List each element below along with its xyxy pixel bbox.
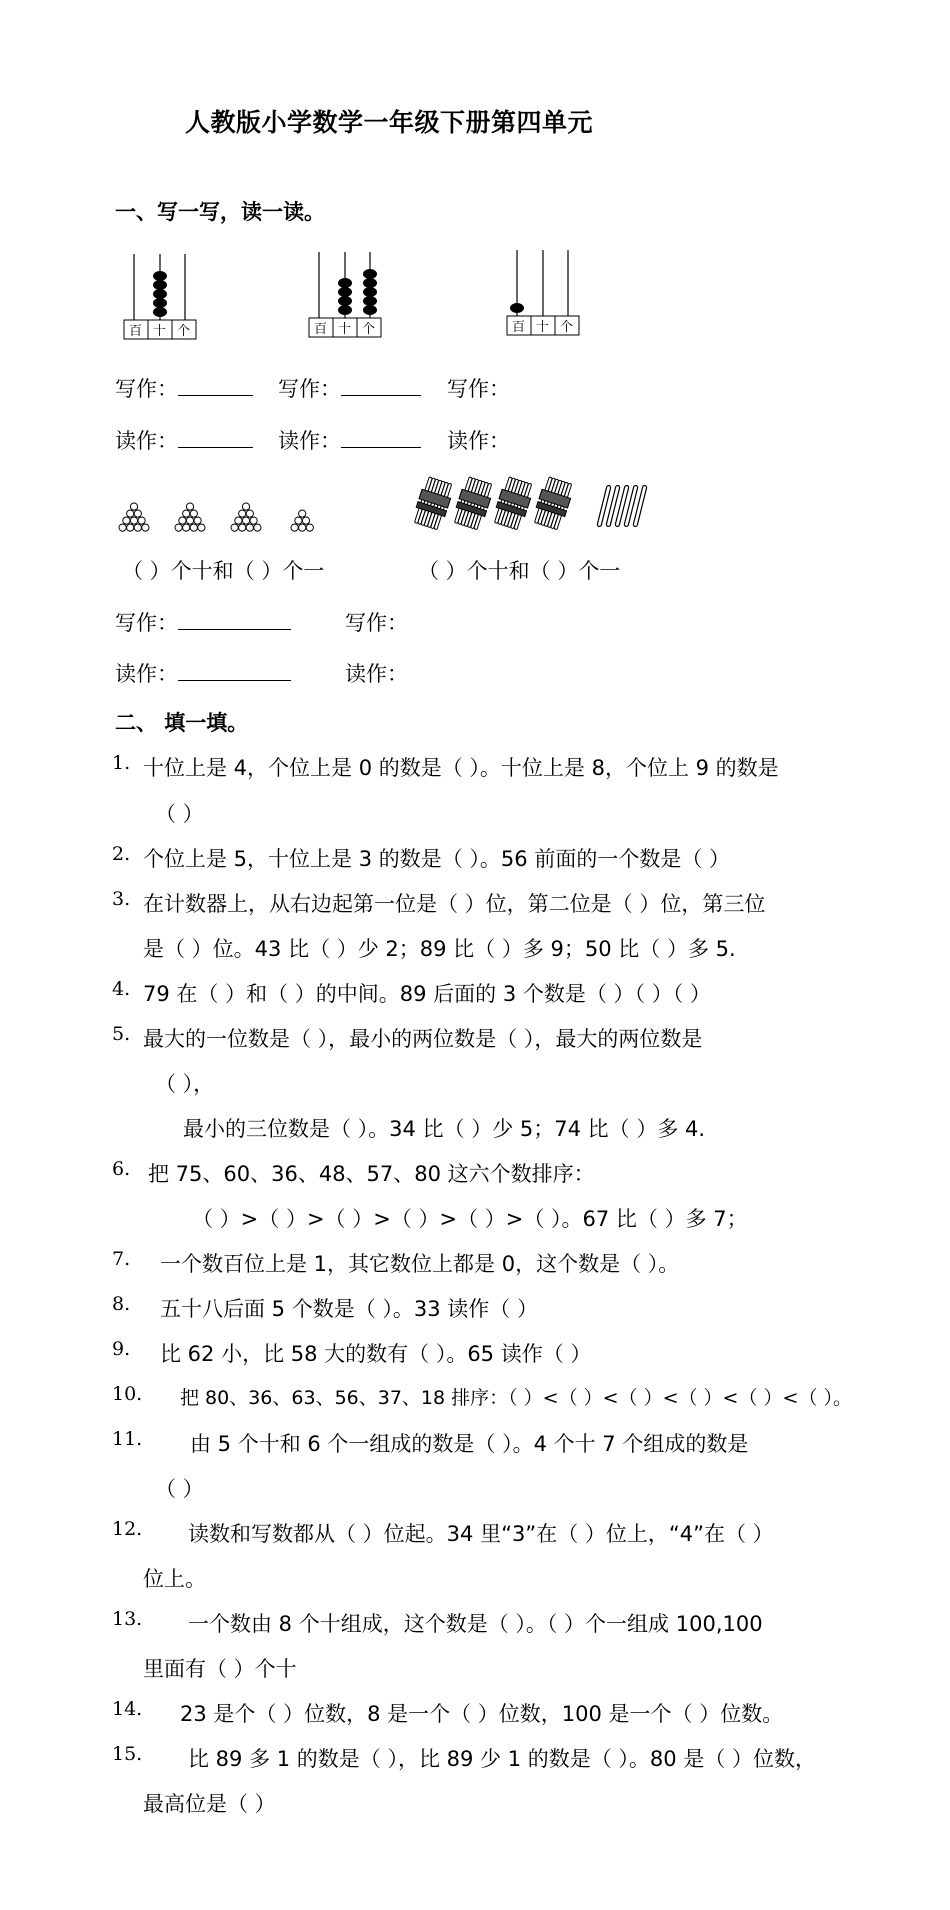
triangle-circle xyxy=(239,524,246,531)
stick-bundle xyxy=(412,476,455,531)
question-15-line-2: 最高位是（ ） xyxy=(143,1792,276,1816)
question-14-number: 14. xyxy=(112,1698,143,1720)
triangle-circle xyxy=(246,510,253,517)
question-5-number: 5. xyxy=(112,1023,131,1045)
read-row-4 xyxy=(115,658,291,688)
question-5-line-2: （ ）， xyxy=(155,1072,215,1096)
abacus-2-label-hundreds: 百 xyxy=(314,322,328,337)
abacus-2-bead xyxy=(338,287,352,297)
triangle-circle xyxy=(295,517,302,524)
triangle-circle xyxy=(190,524,197,531)
tens-ones-left: （ ）个十和（ ）个一 xyxy=(122,559,325,583)
triangle-circle xyxy=(186,517,193,524)
section1-heading: 一、写一写，读一读。 xyxy=(115,200,325,224)
question-6-line-2: （ ）>（ ）>（ ）>（ ）>（ ）>（ ）。67 比（ ）多 7； xyxy=(192,1207,748,1231)
triangle-circle xyxy=(186,503,193,510)
triangle-circle xyxy=(183,524,190,531)
tens-ones-right: （ ）个十和（ ）个一 xyxy=(418,559,621,583)
abacus-1-bead xyxy=(153,307,167,317)
abacus-2-bead xyxy=(363,305,377,315)
write-label: 写作： xyxy=(115,377,178,401)
triangle-circle xyxy=(242,517,249,524)
abacus-3-label-hundreds: 百 xyxy=(512,320,526,335)
triangle-circle xyxy=(130,517,137,524)
abacus-2-label-ones: 个 xyxy=(362,322,376,337)
question-8-line-1: 五十八后面 5 个数是（ ）。33 读作（ ） xyxy=(160,1297,538,1321)
triangle-circle xyxy=(254,524,261,531)
question-3-line-2: 是（ ）位。43 比（ ）少 2；89 比（ ）多 9；50 比（ ）多 5. xyxy=(143,937,736,961)
read-label: 读作： xyxy=(115,429,178,453)
triangle-circle xyxy=(127,524,134,531)
triangle-circle xyxy=(235,517,242,524)
question-12-line-2: 位上。 xyxy=(143,1567,206,1591)
triangle-circle xyxy=(246,524,253,531)
write-row-3 xyxy=(447,373,510,403)
abacus-1-bead xyxy=(153,280,167,290)
question-6-number: 6. xyxy=(112,1158,131,1180)
question-12-number: 12. xyxy=(112,1518,143,1540)
question-9-number: 9. xyxy=(112,1338,131,1360)
read-label: 读作： xyxy=(345,662,408,686)
write-label: 写作： xyxy=(278,377,341,401)
abacus-2-bead xyxy=(363,278,377,288)
stick-bundle xyxy=(492,476,535,531)
write-row-4 xyxy=(115,607,291,637)
write-row-1 xyxy=(115,373,253,403)
circle-triangles-figure xyxy=(118,497,318,537)
question-4-line-1: 79 在（ ）和（ ）的中间。89 后面的 3 个数是（ ）（ ）（ ） xyxy=(143,982,711,1006)
question-3-line-1: 在计数器上，从右边起第一位是（ ）位，第二位是（ ）位，第三位 xyxy=(143,892,766,916)
page-title: 人教版小学数学一年级下册第四单元 xyxy=(185,108,594,137)
triangle-circle xyxy=(134,510,141,517)
section2-heading: 二、 填一填。 xyxy=(115,711,249,735)
triangle-circle xyxy=(190,510,197,517)
question-10-line-1: 把 80、36、63、56、37、18 排序：（ ）<（ ）<（ ）<（ ）<（ ）<（ ）。 xyxy=(180,1387,852,1409)
triangle-circle xyxy=(302,517,309,524)
question-2-line-1: 个位上是 5，十位上是 3 的数是（ ）。56 前面的一个数是（ ） xyxy=(143,847,730,871)
triangle-circle xyxy=(198,524,205,531)
question-6-line-1: 把 75、60、36、48、57、80 这六个数排序： xyxy=(148,1162,595,1186)
read-label: 读作： xyxy=(278,429,341,453)
question-10-number: 10. xyxy=(112,1383,143,1405)
triangle-circle xyxy=(242,503,249,510)
triangle-circle xyxy=(138,517,145,524)
triangle-circle xyxy=(119,524,126,531)
read-label: 读作： xyxy=(115,662,178,686)
answer-blank[interactable] xyxy=(341,394,421,396)
stick-bundle xyxy=(532,476,575,531)
abacus-3-label-tens: 十 xyxy=(536,320,550,335)
question-15-number: 15. xyxy=(112,1743,143,1765)
triangle-circle xyxy=(130,503,137,510)
question-7-line-1: 一个数百位上是 1，其它数位上都是 0，这个数是（ ）。 xyxy=(160,1252,680,1276)
triangle-circle xyxy=(194,517,201,524)
write-label: 写作： xyxy=(345,611,408,635)
triangle-circle xyxy=(127,510,134,517)
question-8-number: 8. xyxy=(112,1293,131,1315)
question-4-number: 4. xyxy=(112,978,131,1000)
abacus-2-bead xyxy=(338,296,352,306)
triangle-circle xyxy=(231,524,238,531)
answer-blank[interactable] xyxy=(178,679,291,681)
triangle-circle xyxy=(250,517,257,524)
triangle-circle xyxy=(175,524,182,531)
read-row-5 xyxy=(345,658,408,688)
question-1-line-1: 十位上是 4，个位上是 0 的数是（ ）。十位上是 8，个位上 9 的数是 xyxy=(143,756,779,780)
abacus-1-bead xyxy=(153,271,167,281)
triangle-circle xyxy=(134,524,141,531)
question-3-number: 3. xyxy=(112,888,131,910)
question-5-line-3: 最小的三位数是（ ）。34 比（ ）少 5；74 比（ ）多 4. xyxy=(183,1117,706,1141)
triangle-circle xyxy=(179,517,186,524)
question-12-line-1: 读数和写数都从（ ）位起。34 里“3”在（ ）位上，“4”在（ ） xyxy=(188,1522,774,1546)
write-label: 写作： xyxy=(115,611,178,635)
question-5-line-1: 最大的一位数是（ ），最小的两位数是（ ），最大的两位数是 xyxy=(143,1027,703,1051)
abacus-1-label-ones: 个 xyxy=(177,324,191,339)
triangle-circle xyxy=(291,524,298,531)
write-label: 写作： xyxy=(447,377,510,401)
question-13-line-1: 一个数由 8 个十组成，这个数是（ ）。（ ）个一组成 100,100 xyxy=(188,1612,763,1636)
answer-blank[interactable] xyxy=(341,446,421,448)
abacus-1 xyxy=(122,252,202,342)
question-11-line-1: 由 5 个十和 6 个一组成的数是（ ）。4 个十 7 个组成的数是 xyxy=(190,1432,749,1456)
answer-blank[interactable] xyxy=(178,394,253,396)
question-2-number: 2. xyxy=(112,843,131,865)
abacus-3-bead xyxy=(510,303,524,313)
answer-blank[interactable] xyxy=(178,628,291,630)
question-13-line-2: 里面有（ ）个十 xyxy=(143,1657,297,1681)
question-11-number: 11. xyxy=(112,1428,143,1450)
abacus-1-label-hundreds: 百 xyxy=(129,324,143,339)
triangle-circle xyxy=(123,517,130,524)
stick-bundle xyxy=(452,476,495,531)
question-15-line-1: 比 89 多 1 的数是（ ），比 89 少 1 的数是（ ）。80 是（ ）位数， xyxy=(188,1747,816,1771)
write-row-5 xyxy=(345,607,408,637)
abacus-2-bead xyxy=(363,296,377,306)
triangle-circle xyxy=(299,510,306,517)
abacus-3 xyxy=(505,248,585,338)
abacus-2-bead xyxy=(363,287,377,297)
triangle-circle xyxy=(299,524,306,531)
triangle-circle xyxy=(142,524,149,531)
abacus-2-bead xyxy=(338,305,352,315)
answer-blank[interactable] xyxy=(178,446,253,448)
abacus-2-bead xyxy=(363,269,377,279)
triangle-circle xyxy=(306,524,313,531)
triangle-circle xyxy=(239,510,246,517)
abacus-3-label-ones: 个 xyxy=(560,320,574,335)
triangle-circle xyxy=(183,510,190,517)
question-1-number: 1. xyxy=(112,752,131,774)
read-row-3 xyxy=(447,425,510,455)
question-9-line-1: 比 62 小，比 58 大的数有（ ）。65 读作（ ） xyxy=(160,1342,592,1366)
stick-bundles-figure xyxy=(410,473,660,535)
abacus-2 xyxy=(307,250,387,340)
write-row-2 xyxy=(278,373,421,403)
question-11-line-2: （ ） xyxy=(155,1477,204,1501)
question-14-line-1: 23 是个（ ）位数，8 是一个（ ）位数，100 是一个（ ）位数。 xyxy=(180,1702,784,1726)
abacus-1-label-tens: 十 xyxy=(153,324,167,339)
read-label: 读作： xyxy=(447,429,510,453)
question-1-line-2: （ ） xyxy=(155,802,204,826)
read-row-1 xyxy=(115,425,253,455)
question-13-number: 13. xyxy=(112,1608,143,1630)
abacus-1-bead xyxy=(153,298,167,308)
question-7-number: 7. xyxy=(112,1248,131,1270)
read-row-2 xyxy=(278,425,421,455)
abacus-2-bead xyxy=(338,278,352,288)
abacus-1-bead xyxy=(153,289,167,299)
abacus-2-label-tens: 十 xyxy=(338,322,352,337)
